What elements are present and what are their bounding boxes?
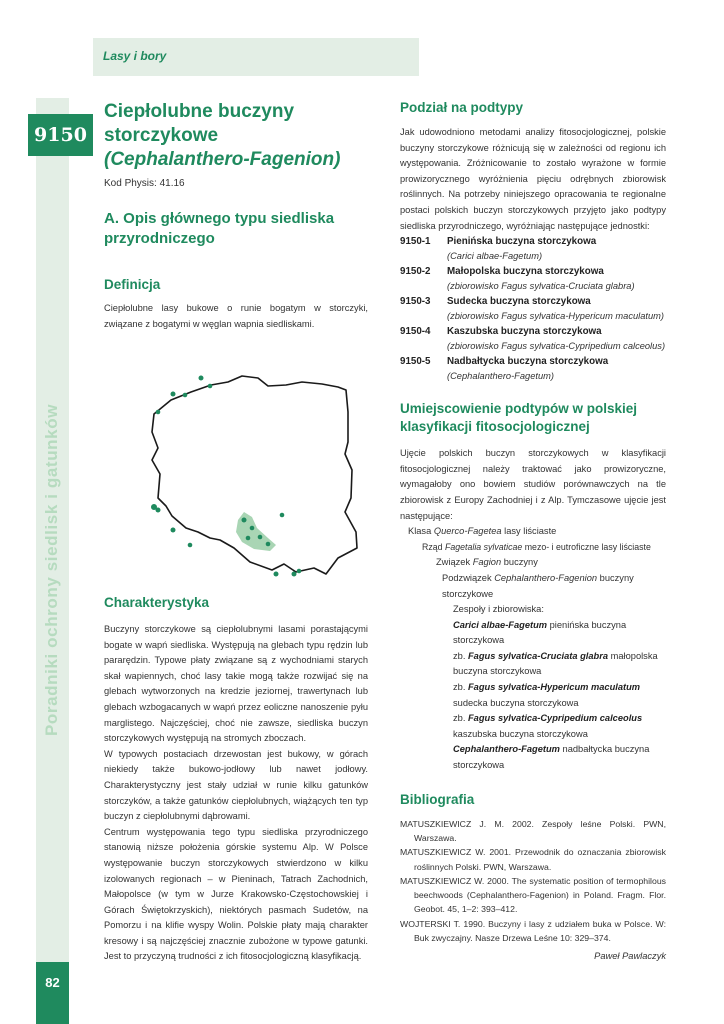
tree-klasa (400, 524, 666, 540)
right-column (400, 100, 666, 961)
page-number-box (36, 962, 69, 1024)
charakterystyka-text (104, 622, 368, 965)
classification-tree (400, 524, 666, 774)
bibliography-entry: MATUSZKIEWICZ W. 2001. Przewodnik do oznaczania zbiorowisk roślinnych Polski. PWN, Warszawa. (400, 847, 666, 872)
tree-rzad (400, 540, 666, 556)
subtype-code: 9150-2 (400, 266, 431, 278)
dot-pomorze-4 (183, 393, 188, 398)
tree-taxon: Cephalanthero-Fagenion (494, 572, 598, 583)
tree-rank: Związek (436, 557, 471, 568)
tree-taxon: Carici albae-Fagetum (453, 619, 548, 630)
subtype-synonym: (Carici albae-Fagetum) (447, 251, 543, 262)
tree-zespoly: Zespoły i zbiorowiska: (453, 604, 544, 615)
umiejscowienie-heading: Umiejscowienie podtypów w polskiej klasyfikacji fitosocjologicznej (400, 401, 638, 435)
dot-pieniny-1 (292, 572, 297, 577)
tree-assoc-1 (400, 618, 666, 649)
bibliography-entry: MATUSZKIEWICZ J. M. 2002. Zespoły leśne Polski. PWN, Warszawa. (400, 818, 666, 843)
subtype-list (400, 234, 666, 384)
page-number: 82 (45, 975, 60, 990)
tree-desc: sudecka buczyna storczykowa (453, 697, 579, 708)
dot-pomorze-2 (199, 376, 204, 381)
tree-prefix: zb. (453, 713, 466, 724)
tree-rank: Rząd (422, 541, 443, 552)
tree-taxon: Cephalanthero-Fagetum (453, 744, 560, 755)
dot-jura-3 (258, 535, 263, 540)
tree-taxon: Fagus sylvatica-Hypericum maculatum (468, 682, 641, 693)
subtype-item (400, 294, 666, 309)
subtype-name: Sudecka buczyna storczykowa (447, 296, 591, 308)
podzial-text: Jak udowodniono metodami analizy fitosocjologicznej, polskie buczyny storczykowe różnicują się w zależności od regionu ich występowania. Zróżnicowanie to zostało wyrażone w formie prowizorycznego wyróżnienia pięciu odrębnych zbiorowisk roślinnych. Na potrzeby niniejszego opracowania te regionalne postaci polskich buczyn storczykowych przyjęto jako podtypy siedliska przyrodniczego, wyróżniając następujące jednostki: (400, 127, 666, 231)
subtype-item (400, 354, 666, 369)
subtype-item (400, 324, 666, 339)
tree-assoc-4 (400, 711, 666, 742)
dot-wolin (156, 410, 161, 415)
series-title-vertical: Poradniki ochrony siedlisk i gatunków (42, 403, 61, 737)
tree-rank: Podzwiązek (442, 572, 492, 583)
section-a-heading: A. Opis głównego typu siedliska przyrodniczego (104, 210, 335, 247)
charakterystyka-paragraph: W typowych postaciach drzewostan jest bukowy, w górach niekiedy także bukowo-jodłowy lub nawet jodłowy. Charakterystyczny jest stały udział w runie kilku gatunków storczyków, a także gatunków ciepłolubnych, wiążących ten typ buczyn z ciepłolubnymi dąbrowami. (104, 748, 368, 822)
charakterystyka-paragraph: Buczyny storczykowe są ciepłolubnymi lasami porastającymi bogate w wapń siedliska. Występują na glebach typu rędzin lub pararędzin. Typowe płaty związane są z wychodniami starych skał wapiennych, choć lasy takie mogą także rozwijać się na glebach wytworzonych na kredzie jeziornej, trawertynach lub glebach wzbogacanych w wapń przez eoliczne nanoszenie pyłu marglistego. Najczęściej, choć nie zawsze, siedliska buczyn storczykowych występują na stromych zboczach. (104, 624, 368, 744)
distribution-map (126, 352, 371, 587)
tree-prefix: zb. (453, 650, 466, 661)
tree-taxon: Querco-Fagetea (433, 526, 502, 537)
habitat-code-badge: 9150 (28, 114, 93, 156)
dot-krakow (266, 542, 271, 547)
tree-assoc-2 (400, 649, 666, 680)
podzial-heading: Podział na podtypy (400, 100, 524, 115)
left-column (104, 100, 368, 332)
umiejscowienie-text: Ujęcie polskich buczyn storczykowych w klasyfikacji fitosocjologicznej należy traktować jako prowizoryczne, wymagałoby ono bowiem studiów porównawczych na tle zbiorowisk z Europy Zachodniej i z Alp. Tymczasowe ujęcie jest następujące: (400, 448, 666, 521)
bibliography-entry: WOJTERSKI T. 1990. Buczyny i lasy z udziałem buka w Polsce. W: Buk zwyczajny. Nasze Drzewa Leśne 10: 329–374. (400, 918, 666, 943)
page-title-latin: (Cephalanthero-Fagenion) (104, 149, 341, 170)
subtype-synonym: (zbiorowisko Fagus sylvatica-Cypripedium calceolus) (447, 341, 666, 352)
tree-zwiazek (400, 555, 666, 571)
definicja-heading: Definicja (104, 277, 161, 292)
tree-taxon: Fagetalia sylvaticae (445, 541, 523, 552)
subtype-item (400, 234, 666, 249)
tree-desc: buczyny (503, 557, 538, 568)
bibliography-entry: MATUSZKIEWICZ W. 2000. The systematic position of termophilous beechwoods (Cephalanthero-Fagenion) in Poland. Fragm. Flor. Geobot. 45, 1–2: 393–412. (400, 875, 666, 915)
subtype-item (400, 264, 666, 279)
subtype-name: Pienińska buczyna storczykowa (447, 236, 597, 248)
subtype-synonym: (Cephalanthero-Fagetum) (447, 371, 554, 382)
charakterystyka-heading: Charakterystyka (104, 595, 210, 610)
tree-assoc-3 (400, 680, 666, 711)
dot-tatry (274, 572, 279, 577)
charakterystyka-paragraph: Centrum występowania tego typu siedliska przyrodniczego stanowią niższe położenia górskie systemu Alp. W Polsce występowanie buczyn storczykowych stwierdzono w kilku izolowanych regionach – w Pieninach, Tatrach Zachodnich, Małopolsce (w tym w Jurze Krakowsko-Częstochowskiej i Górach Świętokrzyskich), niektórych pasmach Sudetów, na Pomorzu i na klifie wyspy Wolin. Polskie płaty mają charakter kresowy i są najczęściej znacznie zubożone w typowe gatunki. Jest to przyczyną trudności z ich fitosocjologiczną klasyfikacją. (104, 826, 368, 962)
occurrence-dots (151, 376, 301, 577)
dot-pomorze-3 (208, 384, 213, 389)
physis-code: Kod Physis: 41.16 (104, 178, 185, 189)
section-header: Lasy i bory (103, 49, 167, 63)
tree-desc: buczyny storczykowe (442, 572, 634, 599)
habitat-area-malopolska (236, 512, 276, 551)
subtype-name: Kaszubska buczyna storczykowa (447, 326, 602, 338)
page-title-line1: Ciepłolubne buczyny (104, 101, 295, 122)
dot-jura-1 (242, 518, 247, 523)
tree-prefix: zb. (453, 682, 466, 693)
tree-taxon: Fagus sylvatica-Cruciata glabra (468, 650, 609, 661)
tree-desc: nadbałtycka buczyna storczykowa (453, 744, 650, 771)
tree-podzwiazek (400, 571, 666, 602)
tree-desc: pienińska buczyna storczykowa (453, 619, 627, 646)
tree-rank: Klasa (408, 526, 432, 537)
dot-pieniny-2 (297, 569, 302, 574)
author-signature: Paweł Pawlaczyk (594, 951, 666, 962)
subtype-name: Nadbałtycka buczyna storczykowa (447, 356, 609, 368)
dot-swietokrzyskie (280, 513, 285, 518)
tree-desc: mezo- i eutroficzne lasy liściaste (524, 541, 651, 552)
dot-sudety-2 (156, 508, 161, 513)
tree-assoc-5 (400, 742, 666, 773)
subtype-code: 9150-1 (400, 236, 431, 248)
subtype-code: 9150-3 (400, 296, 431, 308)
subtype-synonym: (zbiorowisko Fagus sylvatica-Hypericum maculatum) (447, 311, 664, 322)
subtype-synonym: (zbiorowisko Fagus sylvatica-Cruciata glabra) (447, 281, 635, 292)
tree-taxon: Fagion (472, 557, 502, 568)
bibliografia-heading: Bibliografia (400, 791, 475, 807)
dot-sudety-3 (171, 528, 176, 533)
tree-taxon: Fagus sylvatica-Cypripedium calceolus (468, 713, 643, 724)
tree-desc: małopolska buczyna storczykowa (453, 650, 658, 677)
dot-jura-2 (250, 526, 255, 531)
tree-desc: lasy liściaste (504, 526, 557, 537)
subtype-code: 9150-4 (400, 326, 431, 338)
subtype-name: Małopolska buczyna storczykowa (447, 266, 604, 278)
dot-jura-4 (246, 536, 251, 541)
dot-pomorze-1 (171, 392, 176, 397)
tree-desc: kaszubska buczyna storczykowa (453, 728, 588, 739)
subtype-code: 9150-5 (400, 356, 431, 368)
definicja-text: Ciepłolubne lasy bukowe o runie bogatym w storczyki, związane z bogatymi w węglan wapnia siedliskami. (104, 303, 368, 329)
page-title-line2: storczykowe (104, 125, 219, 146)
dot-sudety-4 (188, 543, 193, 548)
bibliography-list (400, 817, 666, 946)
